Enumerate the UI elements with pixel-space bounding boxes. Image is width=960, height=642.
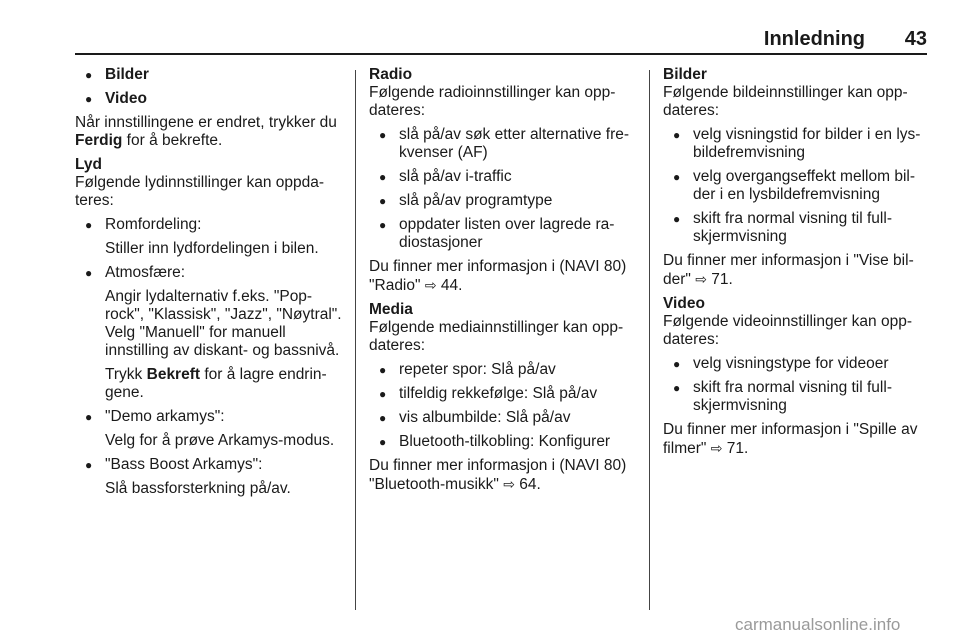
item-desc: Stiller inn lydfordelingen i bilen. [105, 240, 319, 257]
text: Du finner mer informasjon i "Spille av filmer" [663, 421, 918, 457]
list-item: ● oppdater listen over lagrede radiostasjoner [369, 216, 637, 252]
list-item: ● skift fra normal visning til fullskjermvisning [663, 210, 931, 246]
media-list [369, 361, 637, 451]
page-number: 43 [904, 28, 927, 50]
paragraph-bilder-intro: Følgende bildeinnstillinger kan oppdateres: [663, 84, 908, 119]
list-item: ● Bluetooth-tilkobling: Konfigurer [369, 433, 637, 451]
list-item [75, 264, 343, 402]
text: for å lagre endringene. [105, 366, 327, 401]
heading-video: Video [663, 295, 705, 312]
list-item: ● slå på/av programtype [369, 192, 637, 210]
list-item: ● velg overgangseffekt mellom bilder i en lysbildefremvisning [663, 168, 931, 204]
ferdig-term: Ferdig [75, 132, 123, 149]
list-item: ● slå på/av i-traffic [369, 168, 637, 186]
list-item: ● vis albumbilde: Slå på/av [369, 409, 637, 427]
item-desc: Velg for å prøve Arkamys-modus. [105, 432, 335, 449]
top-bullet-list [75, 66, 343, 108]
page-ref: 71. [711, 271, 733, 288]
bilder-list [663, 126, 931, 246]
list-item: ● velg visningstid for bilder i en lysbildefremvisning [663, 126, 931, 162]
paragraph-media-intro: Følgende mediainnstillinger kan oppdateres: [369, 319, 624, 354]
lyd-list [75, 216, 343, 498]
text: Du finner mer informasjon i (NAVI 80) "Bluetooth-musikk" [369, 457, 627, 493]
list-item: ● skift fra normal visning til fullskjermvisning [663, 379, 931, 415]
paragraph-bilder-ref [663, 252, 931, 289]
heading-media: Media [369, 301, 413, 318]
item-title: "Bass Boost Arkamys": [105, 456, 263, 473]
list-item-video: ● Video [75, 90, 343, 108]
paragraph-radio-intro: Følgende radioinnstillinger kan oppdateres: [369, 84, 616, 119]
paragraph-video-ref [663, 421, 931, 458]
list-item [75, 456, 343, 498]
text: Trykk [105, 366, 147, 383]
item-title: Atmosfære: [105, 264, 186, 281]
radio-list [369, 126, 637, 252]
text: for å bekrefte. [122, 132, 223, 149]
column-divider-2 [649, 70, 650, 610]
section-title: Innledning [763, 28, 865, 50]
paragraph-confirm [75, 114, 343, 150]
list-item [75, 216, 343, 258]
page-ref: 64. [519, 476, 541, 493]
item-desc: Angir lydalternativ f.eks. "Pop-rock", "Klassisk", "Jazz", "Nøytral". Velg "Manuell" for manuell innstilling av diskant- og bassnivå. [105, 288, 342, 359]
text: Du finner mer informasjon i (NAVI 80) "Radio" [369, 258, 627, 294]
page-ref: 44. [440, 277, 463, 294]
column-2 [369, 66, 637, 500]
page-ref: 71. [726, 440, 749, 457]
bekreft-term: Bekreft [146, 366, 201, 383]
heading-radio: Radio [369, 66, 413, 83]
header-divider [75, 53, 927, 55]
column-1 [75, 66, 343, 504]
text: Du finner mer informasjon i "Vise bilder" [663, 252, 914, 288]
page-ref-arrow-icon: ⇨ [424, 277, 437, 293]
paragraph-radio-ref [369, 258, 637, 295]
column-3 [663, 66, 931, 464]
video-list [663, 355, 931, 415]
item-desc [105, 366, 343, 402]
paragraph-video-intro: Følgende videoinnstillinger kan oppdateres: [663, 313, 913, 348]
page-ref-arrow-icon: ⇨ [503, 476, 515, 492]
heading-lyd: Lyd [75, 156, 102, 173]
list-item: ● slå på/av søk etter alternative frekvenser (AF) [369, 126, 637, 162]
item-title: Romfordeling: [105, 216, 202, 233]
list-item: ● tilfeldig rekkefølge: Slå på/av [369, 385, 637, 403]
list-item: ● velg visningstype for videoer [663, 355, 931, 373]
list-item-bilder: ● Bilder [75, 66, 343, 84]
text: Når innstillingene er endret, trykker du [75, 114, 337, 131]
paragraph-media-ref [369, 457, 637, 494]
watermark[interactable]: carmanualsonline.info [735, 615, 901, 634]
item-desc: Slå bassforsterkning på/av. [105, 480, 291, 497]
list-item [75, 408, 343, 450]
page-ref-arrow-icon: ⇨ [710, 440, 723, 456]
item-title: "Demo arkamys": [105, 408, 225, 425]
column-divider-1 [355, 70, 356, 610]
page-ref-arrow-icon: ⇨ [695, 271, 707, 287]
paragraph-lyd-intro: Følgende lydinnstillinger kan oppdateres: [75, 174, 325, 209]
heading-bilder: Bilder [663, 66, 707, 83]
page-header [75, 28, 927, 54]
list-item: ● repeter spor: Slå på/av [369, 361, 637, 379]
